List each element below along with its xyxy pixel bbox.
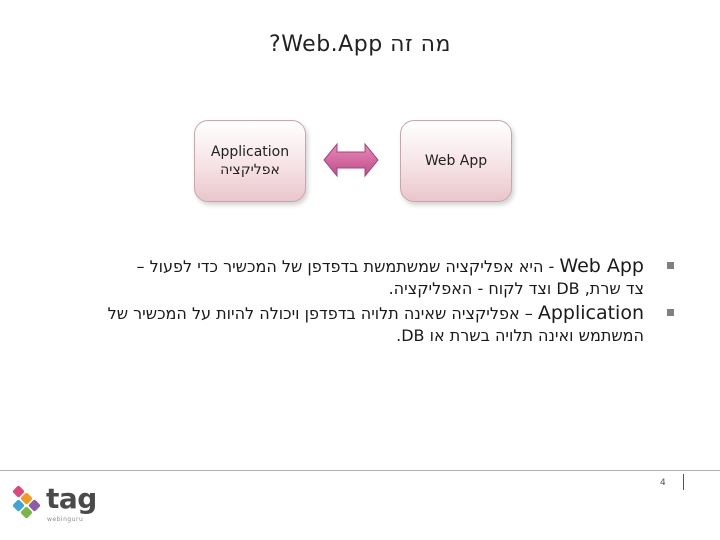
bullet-term: Application <box>537 302 644 324</box>
page-number-separator <box>683 474 684 490</box>
logo-wordmark: tag <box>46 482 97 515</box>
bullet-term: Web App <box>559 255 644 277</box>
bullet-text-continued: צד שרת, DB וצד לקוח - האפליקציה. <box>388 279 644 298</box>
bullet-text: – אפליקציה שאינה תלויה בדפדפן ויכולה להיות על המכשיר של <box>107 304 538 323</box>
application-box <box>194 120 306 202</box>
bullet-list <box>28 255 678 349</box>
double-arrow-icon <box>323 141 379 179</box>
page-number: 4 <box>660 478 666 488</box>
webapp-box <box>400 120 512 202</box>
footer-divider <box>0 470 720 471</box>
logo-subtitle: webinguru <box>47 516 84 523</box>
bullet-text: - היא אפליקציה שמשתמשת בדפדפן של המכשיר כדי לפעול – <box>136 257 560 276</box>
slide-title: מה זה Web.App? <box>269 32 451 57</box>
bullet-marker-icon <box>667 309 674 316</box>
bullet-marker-icon <box>667 262 674 269</box>
application-box-label-he: אפליקציה <box>220 162 280 178</box>
application-box-label-en: Application <box>210 144 290 160</box>
bullet-text-continued: המשתמש ואינה תלויה בשרת או DB. <box>396 326 644 345</box>
bullet-item-application <box>28 302 678 347</box>
bullet-item-webapp <box>28 255 678 300</box>
webapp-box-label: Web App <box>424 153 488 169</box>
